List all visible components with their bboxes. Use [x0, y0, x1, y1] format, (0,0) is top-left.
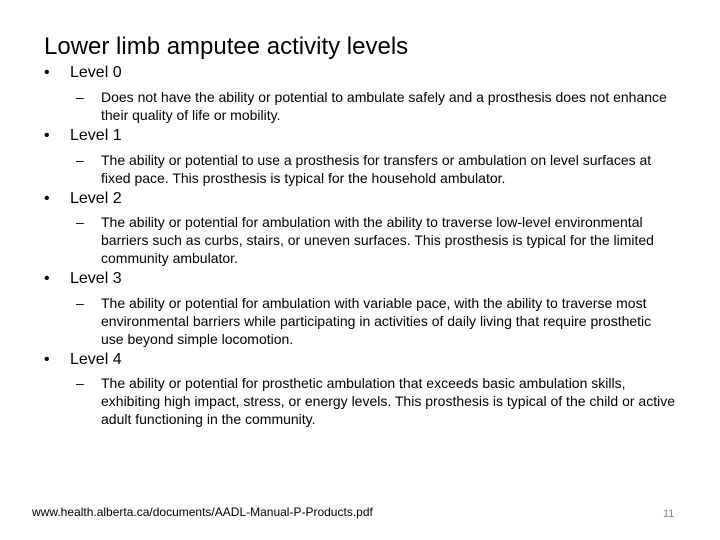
level-description-text: Does not have the ability or potential to ambulate safely and a prosthesis does not enhance their quality of life or mobility. — [101, 89, 667, 123]
level-item-2 — [44, 189, 122, 209]
bullet-icon: • — [44, 64, 50, 81]
level-description-0 — [76, 88, 676, 124]
level-description-1 — [76, 151, 676, 187]
bullet-icon: • — [44, 190, 50, 207]
dash-icon: – — [76, 295, 84, 311]
level-description-text: The ability or potential for prosthetic ambulation that exceeds basic ambulation skills, exhibiting high impact, stress, or energy levels. This prosthesis is typical of the child or active adult functioning in the community. — [101, 375, 675, 427]
level-description-text: The ability or potential to use a prosthesis for transfers or ambulation on level surfaces at fixed pace. This prosthesis is typical for the household ambulator. — [101, 152, 652, 186]
level-label: Level 4 — [70, 351, 122, 368]
level-description-4 — [76, 374, 676, 428]
level-description-2 — [76, 213, 676, 267]
page-number: 11 — [663, 508, 675, 520]
level-label: Level 3 — [70, 270, 122, 287]
source-link: www.health.alberta.ca/documents/AADL-Manual-P-Products.pdf — [32, 505, 373, 519]
level-description-3 — [76, 294, 676, 348]
level-item-1 — [44, 126, 122, 146]
dash-icon: – — [76, 152, 84, 168]
level-description-text: The ability or potential for ambulation with variable pace, with the ability to traverse most environmental barriers while participating in activities of daily living that require prosthetic use beyond simple locomotion. — [101, 295, 652, 347]
bullet-icon: • — [44, 351, 50, 368]
level-label: Level 2 — [70, 190, 122, 207]
level-item-4 — [44, 350, 122, 370]
level-label: Level 1 — [70, 127, 122, 144]
level-description-text: The ability or potential for ambulation with the ability to traverse low-level environmental barriers such as curbs, stairs, or uneven surfaces. This prosthesis is typical for the limited community ambulator. — [101, 214, 654, 266]
dash-icon: – — [76, 375, 84, 391]
level-item-3 — [44, 269, 122, 289]
dash-icon: – — [76, 214, 84, 230]
slide-title: Lower limb amputee activity levels — [44, 33, 409, 60]
level-item-0 — [44, 63, 122, 83]
dash-icon: – — [76, 89, 84, 105]
bullet-icon: • — [44, 127, 50, 144]
level-label: Level 0 — [70, 64, 122, 81]
bullet-icon: • — [44, 270, 50, 287]
